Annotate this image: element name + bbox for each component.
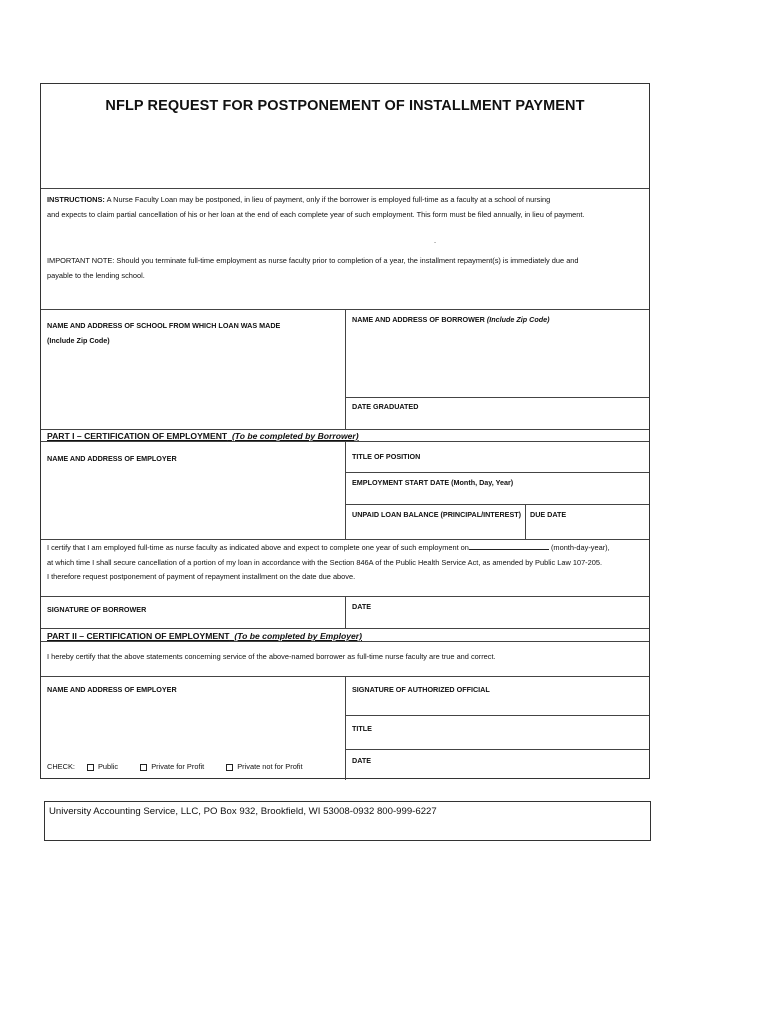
divider [345, 309, 346, 429]
school-label-line2: (Include Zip Code) [47, 336, 110, 345]
check-label: CHECK: [47, 762, 75, 771]
employer-type-check [47, 760, 303, 775]
important-note [47, 254, 647, 283]
divider [41, 539, 649, 540]
part2-heading-note: (To be completed by Employer) [234, 631, 362, 641]
divider [345, 749, 649, 750]
school-label-line1: NAME AND ADDRESS OF SCHOOL FROM WHICH LOAN WAS MADE [47, 321, 281, 330]
official-title-label: TITLE [352, 724, 372, 733]
official-date-label: DATE [352, 756, 372, 765]
public-checkbox[interactable] [87, 764, 94, 771]
important-note-line1: IMPORTANT NOTE: Should you terminate full-time employment as nurse faculty prior to completion of a year, the installment repayment(s) is immediately due and [47, 256, 579, 265]
part1-heading [47, 431, 359, 441]
title-of-position-label: TITLE OF POSITION [352, 452, 421, 461]
employment-start-label: EMPLOYMENT START DATE (Month, Day, Year) [352, 478, 514, 487]
footer-address: University Accounting Service, LLC, PO Box 932, Brookfield, WI 53008-0932 800-999-6227 [44, 801, 651, 841]
divider [41, 628, 649, 629]
part1-heading-note: (To be completed by Borrower) [231, 431, 359, 441]
part2-heading [47, 631, 362, 641]
cert-line1b: (month-day-year), [550, 543, 610, 552]
instructions-line2: and expects to claim partial cancellation of his or her loan at the end of each complete year of such employment. This form must be filed annually, in lieu of payment. [47, 209, 585, 219]
instructions [47, 193, 647, 222]
divider [345, 397, 649, 398]
cert-line2: at which time I shall secure cancellation of a portion of my loan in accordance with the Section 846A of the Public Health Service Act, as amended by Public Law 107-205. [47, 557, 603, 567]
unpaid-balance-label: UNPAID LOAN BALANCE (PRINCIPAL/INTEREST) [352, 510, 522, 519]
borrower-label-text: NAME AND ADDRESS OF BORROWER [352, 315, 485, 324]
divider [41, 429, 649, 430]
borrower-date-label: DATE [352, 602, 372, 611]
divider [345, 596, 346, 628]
school-label [47, 318, 280, 348]
instructions-label: INSTRUCTIONS: [47, 195, 105, 204]
important-note-line2: payable to the lending school. [47, 270, 145, 280]
part1-employer-label: NAME AND ADDRESS OF EMPLOYER [47, 454, 177, 463]
due-date-label: DUE DATE [530, 510, 567, 519]
private-nonprofit-checkbox[interactable] [226, 764, 233, 771]
form-title: NFLP REQUEST FOR POSTPONEMENT OF INSTALLMENT PAYMENT [105, 98, 585, 114]
part2-heading-text: PART II – CERTIFICATION OF EMPLOYMENT [47, 631, 230, 641]
completion-date-blank[interactable] [469, 542, 549, 550]
divider [525, 504, 526, 539]
stray-dot: . [434, 236, 437, 245]
divider [345, 504, 649, 505]
borrower-label [352, 315, 550, 324]
private-profit-checkbox[interactable] [140, 764, 147, 771]
authorized-signature-label: SIGNATURE OF AUTHORIZED OFFICIAL [352, 685, 490, 694]
instructions-line1: A Nurse Faculty Loan may be postponed, in lieu of payment, only if the borrower is employed full-time as a faculty at a school of nursing [106, 195, 551, 204]
option-public: Public [98, 762, 119, 771]
divider [41, 641, 649, 642]
cert-line1a: I certify that I am employed full-time as nurse faculty as indicated above and expect to complete one year of such employment on [47, 543, 469, 552]
divider [41, 188, 649, 189]
divider [345, 715, 649, 716]
divider [345, 676, 346, 780]
divider [345, 472, 649, 473]
part2-employer-label: NAME AND ADDRESS OF EMPLOYER [47, 685, 177, 694]
part1-certification [47, 541, 649, 585]
borrower-zip-note: (Include Zip Code) [486, 315, 550, 324]
part1-heading-text: PART I – CERTIFICATION OF EMPLOYMENT [47, 431, 228, 441]
form [40, 83, 650, 779]
part2-certification: I hereby certify that the above statements concerning service of the above-named borrower as full-time nurse faculty are true and correct. [47, 652, 496, 661]
divider [345, 441, 346, 539]
cert-line3: I therefore request postponement of payment of repayment installment on the date due above. [47, 572, 356, 581]
date-graduated-label: DATE GRADUATED [352, 402, 419, 411]
option-private-profit: Private for Profit [151, 762, 205, 771]
option-private-nonprofit: Private not for Profit [237, 762, 303, 771]
borrower-signature-label: SIGNATURE OF BORROWER [47, 605, 147, 614]
